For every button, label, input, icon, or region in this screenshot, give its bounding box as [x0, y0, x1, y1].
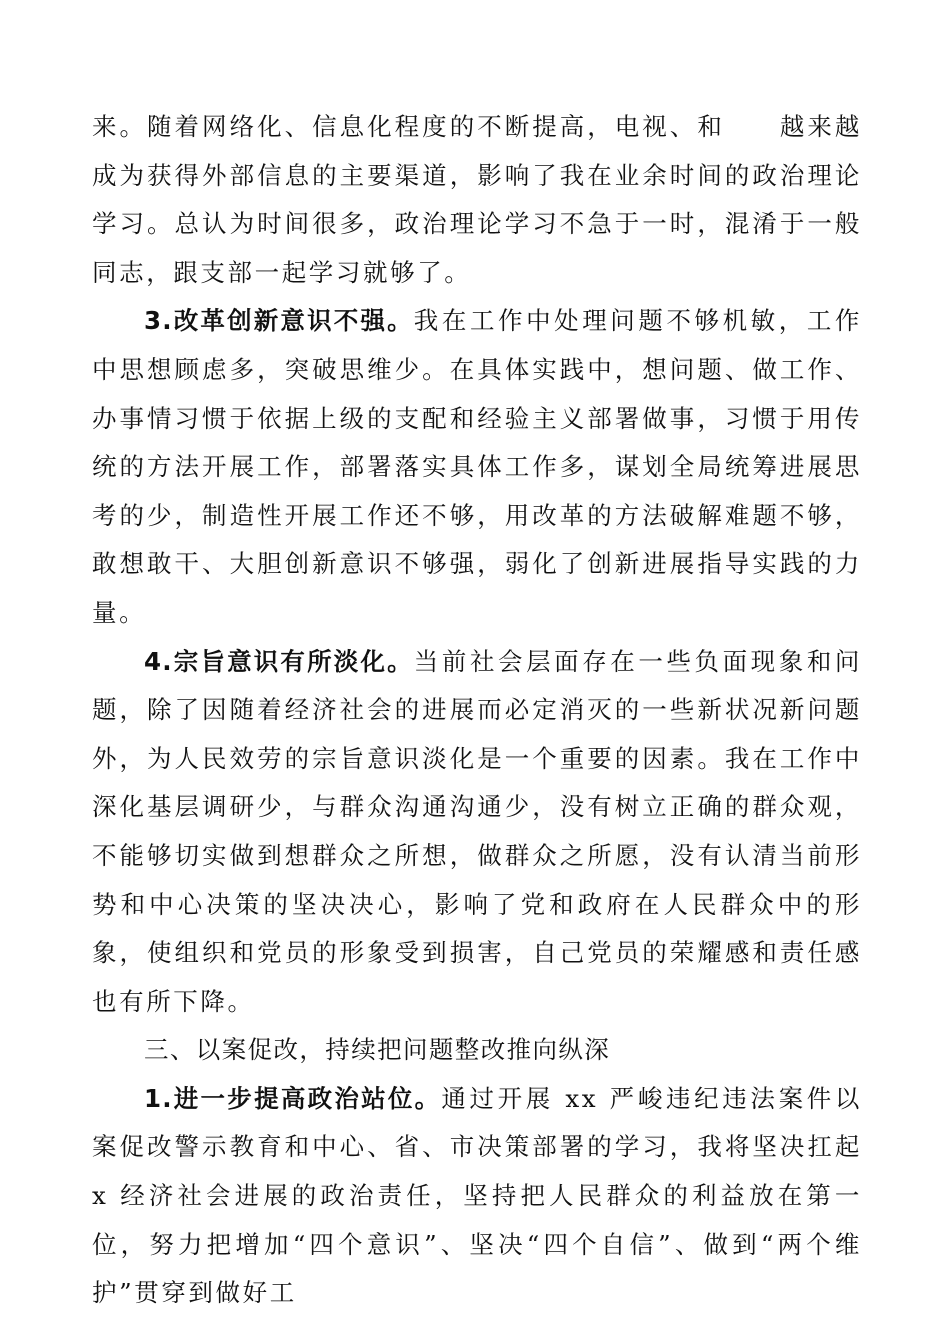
- item-3-lead: 3.改革创新意识不强。: [144, 306, 414, 336]
- paragraph-section-3-item-1: [92, 1075, 862, 1318]
- paragraph-continuation: 来。随着网络化、信息化程度的不断提高，电视、和 越来越成为获得外部信息的主要渠道，影响了我在业余时间的政治理论学习。总认为时间很多，政治理论学习不急于一时，混淆于一般同志，跟支部一起学习就够了。: [92, 112, 862, 287]
- item-4-body: 当前社会层面存在一些负面现象和问题，除了因随着经济社会的进展而必定消灭的一些新状况新问题外，为人民效劳的宗旨意识淡化是一个重要的因素。我在工作中深化基层调研少，与群众沟通沟通少，没有树立正确的群众观，不能够切实做到想群众之所想，做群众之所愿，没有认清当前形势和中心决策的坚决决心，影响了党和政府在人民群众中的形象，使组织和党员的形象受到损害，自己党员的荣耀感和责任感也有所下降。: [92, 646, 862, 1016]
- paragraph-item-3: [92, 297, 862, 637]
- section-3-heading: 三、以案促改，持续把问题整改推向纵深: [144, 1035, 611, 1065]
- section-3-item-1-body: 通过开展 xx 严峻违纪违法案件以案促改警示教育和中心、省、市决策部署的学习，我将坚决扛起 x 经济社会进展的政治责任，坚持把人民群众的利益放在第一位，努力把增加“四个意识”、坚决“四个自信”、做到“两个维护”贯穿到做好工: [92, 1083, 862, 1308]
- item-4-lead: 4.宗旨意识有所淡化。: [144, 646, 414, 676]
- item-3-body: 我在工作中处理问题不够机敏，工作中思想顾虑多，突破思维少。在具体实践中，想问题、做工作、办事情习惯于依据上级的支配和经验主义部署做事，习惯于用传统的方法开展工作，部署落实具体工作多，谋划全局统筹进展思考的少，制造性开展工作还不够，用改革的方法破解难题不够，敢想敢干、大胆创新意识不够强，弱化了创新进展指导实践的力量。: [92, 306, 862, 627]
- document-body: [92, 103, 862, 1318]
- paragraph-item-4: [92, 638, 862, 1027]
- section-3-item-1-lead: 1.进一步提高政治站位。: [144, 1083, 442, 1113]
